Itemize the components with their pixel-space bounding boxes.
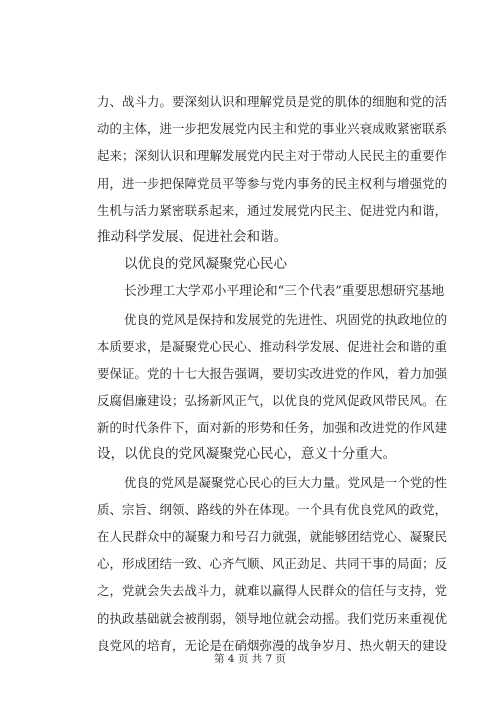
text-line: 反腐倡廉建设；弘扬新风正气，以优良的党风促政风带民风。在 [97, 393, 447, 409]
text-line: 优良的党风是凝聚党心民心的巨大力量。党风是一个党的性 [124, 474, 447, 490]
text-line: 在人民群众中的凝聚力和号召力就强，就能够团结党心、凝聚民 [97, 529, 447, 544]
text-line: 之，党就会失去战斗力，就难以赢得人民群众的信任与支持，党 [97, 583, 447, 599]
text-line: 生机与活力紧密联系起来，通过发展党内民主、促进党内和谐， [97, 202, 447, 218]
text-line: 推动科学发展、促进社会和谐。 [97, 228, 288, 245]
text-line: 要保证。党的十七大报告强调，要切实改进党的作风，着力加强 [97, 365, 447, 381]
text-line: 质、宗旨、纲领、路线的外在体现。一个具有优良党风的政党， [97, 501, 447, 517]
text-line: 起来；深刻认识和理解发展党内民主对于带动人民民主的重要作 [97, 148, 447, 164]
text-line: 动的主体，进一步把发展党内民主和党的事业兴衰成败紧密联系 [97, 121, 447, 137]
text-line: 良党风的培育，无论是在硝烟弥漫的战争岁月、热火朝天的建设 [97, 637, 447, 653]
page-footer: 第 4 页 共 7 页 [213, 653, 287, 665]
text-line: 新的时代条件下，面对新的形势和任务，加强和改进党的作风建 [97, 420, 447, 436]
article-title: 以优良的党风凝聚党心民心 [124, 256, 288, 273]
text-line: 用，进一步把保障党员平等参与党内事务的民主权利与增强党的 [97, 175, 447, 191]
body-text [97, 88, 447, 659]
text-line: 力、战斗力。要深刻认识和理解党员是党的肌体的细胞和党的活 [97, 94, 447, 109]
text-line: 本质要求，是凝聚党心民心、推动科学发展、促进社会和谐的重 [97, 338, 447, 354]
text-line: 心，形成团结一致、心齐气顺、风正劲足、共同干事的局面；反 [97, 556, 447, 572]
article-author: 长沙理工大学邓小平理论和“三个代表”重要思想研究基地 [124, 284, 445, 300]
text-line: 优良的党风是保持和发展党的先进性、巩固党的执政地位的 [124, 311, 447, 327]
text-line: 的执政基础就会被削弱，领导地位就会动摇。我们党历来重视优 [97, 610, 447, 626]
text-line: 设，以优良的党风凝聚党心民心，意义十分重大。 [97, 446, 397, 463]
